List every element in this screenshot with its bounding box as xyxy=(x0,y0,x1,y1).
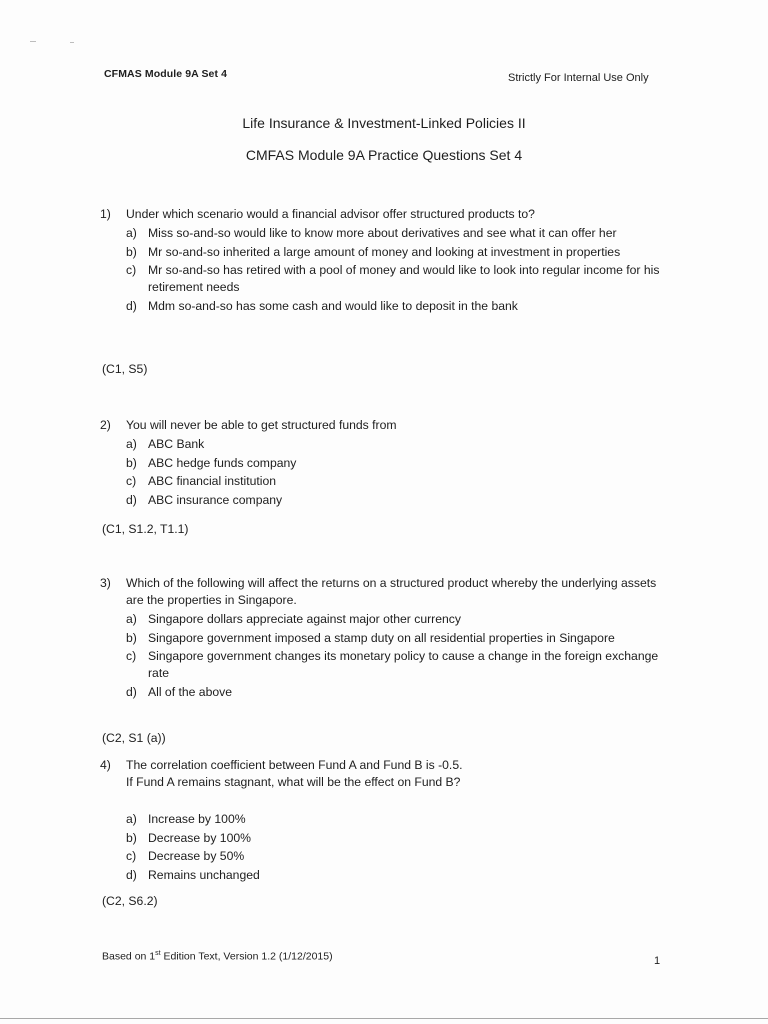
option-text: ABC Bank xyxy=(148,437,205,451)
question-2 xyxy=(100,417,670,510)
option-text: Decrease by 100% xyxy=(148,830,251,845)
option-b xyxy=(126,630,670,647)
footer-edition-note xyxy=(102,950,333,963)
option-text: Singapore government changes its monetary policy to cause a change in the foreign exchange rate xyxy=(148,649,659,680)
question-stem xyxy=(100,417,670,434)
question-number: 1) xyxy=(100,207,111,221)
option-a xyxy=(126,611,670,628)
option-text: Singapore government imposed a stamp duty on all residential properties in Singapore xyxy=(148,630,615,645)
option-letter: b) xyxy=(126,630,137,645)
option-letter: a) xyxy=(126,226,137,240)
option-text: Miss so-and-so would like to know more about derivatives and see what it can offer her xyxy=(148,226,617,240)
header-module-label: CFMAS Module 9A Set 4 xyxy=(104,68,228,80)
option-b xyxy=(126,830,670,847)
option-d xyxy=(126,492,670,509)
option-b xyxy=(126,455,670,472)
option-text: Decrease by 50% xyxy=(148,849,245,863)
question-stem xyxy=(100,206,670,223)
header-confidentiality-note: Strictly For Internal Use Only xyxy=(508,72,649,84)
option-letter: d) xyxy=(126,684,137,699)
option-list xyxy=(126,611,670,701)
option-list xyxy=(126,225,670,315)
question-4 xyxy=(100,757,670,885)
page-number: 1 xyxy=(654,955,661,967)
scan-speck xyxy=(70,42,74,43)
question-1-reference: (C1, S5) xyxy=(102,362,148,376)
option-list xyxy=(126,436,670,509)
option-letter: d) xyxy=(126,867,137,882)
question-3 xyxy=(100,575,670,702)
question-number: 3) xyxy=(100,576,111,590)
option-c xyxy=(126,473,670,490)
question-1 xyxy=(100,206,670,316)
option-text: All of the above xyxy=(148,684,233,699)
option-a xyxy=(126,811,670,828)
option-text: Remains unchanged xyxy=(148,867,260,882)
option-c xyxy=(126,848,670,865)
option-text: ABC insurance company xyxy=(148,492,283,507)
question-3-reference: (C2, S1 (a)) xyxy=(102,731,166,745)
option-letter: d) xyxy=(126,492,137,507)
question-text: Under which scenario would a financial advisor offer structured products to? xyxy=(126,207,535,221)
option-letter: a) xyxy=(126,612,137,626)
option-a xyxy=(126,436,670,453)
footer-suffix: Edition Text, Version 1.2 (1/12/2015) xyxy=(160,950,333,963)
question-text: You will never be able to get structured funds from xyxy=(126,418,397,432)
footer-prefix: Based on 1 xyxy=(102,950,156,963)
option-letter: c) xyxy=(126,263,137,277)
option-text: Mr so-and-so has retired with a pool of money and would like to look into regular income for his retirement needs xyxy=(148,263,660,294)
option-letter: a) xyxy=(126,437,137,451)
option-d xyxy=(126,684,670,701)
option-letter: b) xyxy=(126,830,137,845)
option-text: Mdm so-and-so has some cash and would like to deposit in the bank xyxy=(148,298,518,313)
option-letter: a) xyxy=(126,812,137,826)
question-stem xyxy=(100,757,670,791)
question-number: 4) xyxy=(100,758,111,772)
option-list xyxy=(126,811,670,884)
option-letter: b) xyxy=(126,455,137,470)
footer-superscript: st xyxy=(155,950,161,957)
question-2-reference: (C1, S1.2, T1.1) xyxy=(102,522,189,536)
option-letter: c) xyxy=(126,849,137,863)
scan-edge-line xyxy=(0,1018,768,1019)
option-b xyxy=(126,244,670,261)
option-letter: b) xyxy=(126,244,137,259)
option-a xyxy=(126,225,670,242)
option-text: Singapore dollars appreciate against major other currency xyxy=(148,612,461,626)
document-title: Life Insurance & Investment-Linked Policies II xyxy=(242,115,526,131)
question-4-reference: (C2, S6.2) xyxy=(102,894,158,908)
document-subtitle: CMFAS Module 9A Practice Questions Set 4 xyxy=(245,147,523,163)
option-letter: c) xyxy=(126,649,137,663)
option-text: ABC financial institution xyxy=(148,474,277,488)
question-text-line-2: If Fund A remains stagnant, what will be the effect on Fund B? xyxy=(126,775,461,789)
question-text-line-1: The correlation coefficient between Fund A and Fund B is -0.5. xyxy=(126,758,463,772)
scan-speck xyxy=(30,41,36,42)
question-text xyxy=(126,757,670,791)
question-number: 2) xyxy=(100,418,111,432)
option-letter: d) xyxy=(126,298,137,313)
option-text: Mr so-and-so inherited a large amount of money and looking at investment in properties xyxy=(148,244,621,259)
option-d xyxy=(126,298,670,315)
option-text: ABC hedge funds company xyxy=(148,455,297,470)
option-letter: c) xyxy=(126,474,137,488)
option-text: Increase by 100% xyxy=(148,812,246,826)
option-c xyxy=(126,648,670,682)
question-text: Which of the following will affect the returns on a structured product whereby the underlying assets are the properties in Singapore. xyxy=(126,576,657,607)
question-stem xyxy=(100,575,670,609)
option-c xyxy=(126,262,670,296)
option-d xyxy=(126,867,670,884)
